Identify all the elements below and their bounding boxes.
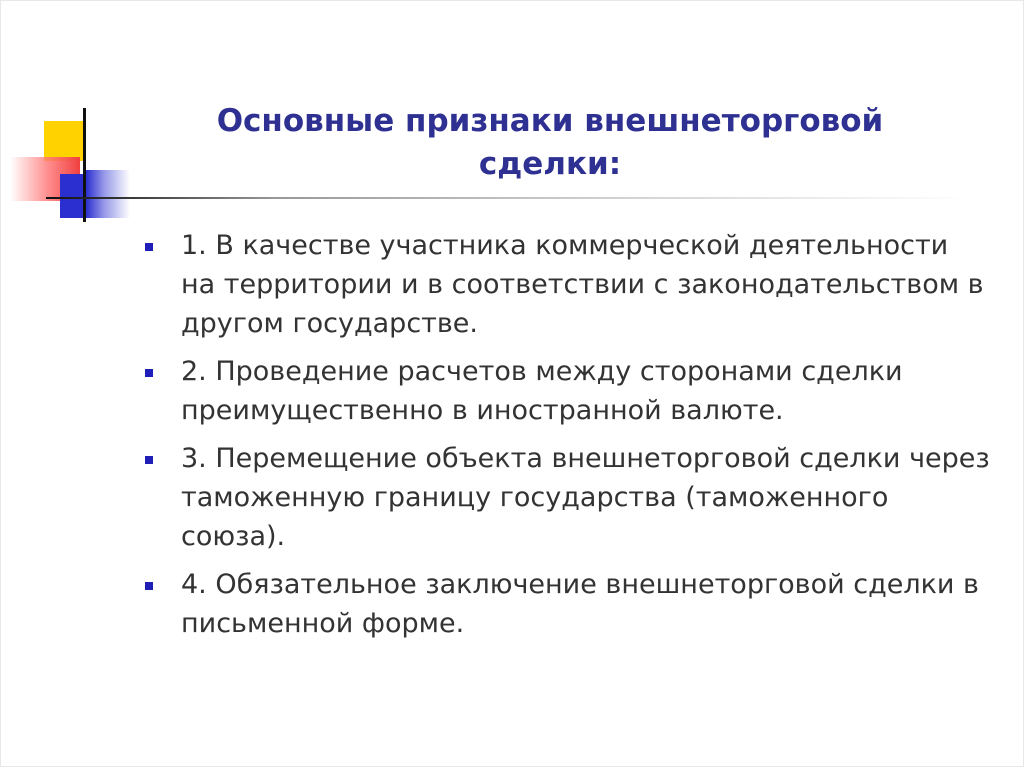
list-item-text: 1. В качестве участника коммерческой деятельности на территории и в соответствии с законодательством в другом государстве. [181,230,984,339]
list-item [140,565,990,643]
title-ornament-icon [0,0,160,240]
list-item-text: 2. Проведение расчетов между сторонами сделки преимущественно в иностранной валюте. [181,356,903,426]
list-item [140,439,990,556]
square-bullet-icon [145,582,153,590]
slide-title [150,100,950,186]
square-bullet-icon [145,369,153,377]
square-bullet-icon [145,243,153,251]
bullet-list [140,226,990,652]
list-item [140,226,990,343]
yellow-square [44,121,86,161]
slide-title-line-1: Основные признаки внешнеторговой [216,103,884,139]
list-item-text: 3. Перемещение объекта внешнеторговой сделки через таможенную границу государства (таможенного союза). [181,443,990,552]
square-bullet-icon [145,456,153,464]
blue-gradient-bar [86,170,130,218]
vertical-line [83,108,86,222]
list-item-text: 4. Обязательное заключение внешнеторговой сделки в письменной форме. [181,569,979,639]
title-underline [46,197,970,199]
list-item [140,352,990,430]
slide-title-line-2: сделки: [478,146,622,182]
